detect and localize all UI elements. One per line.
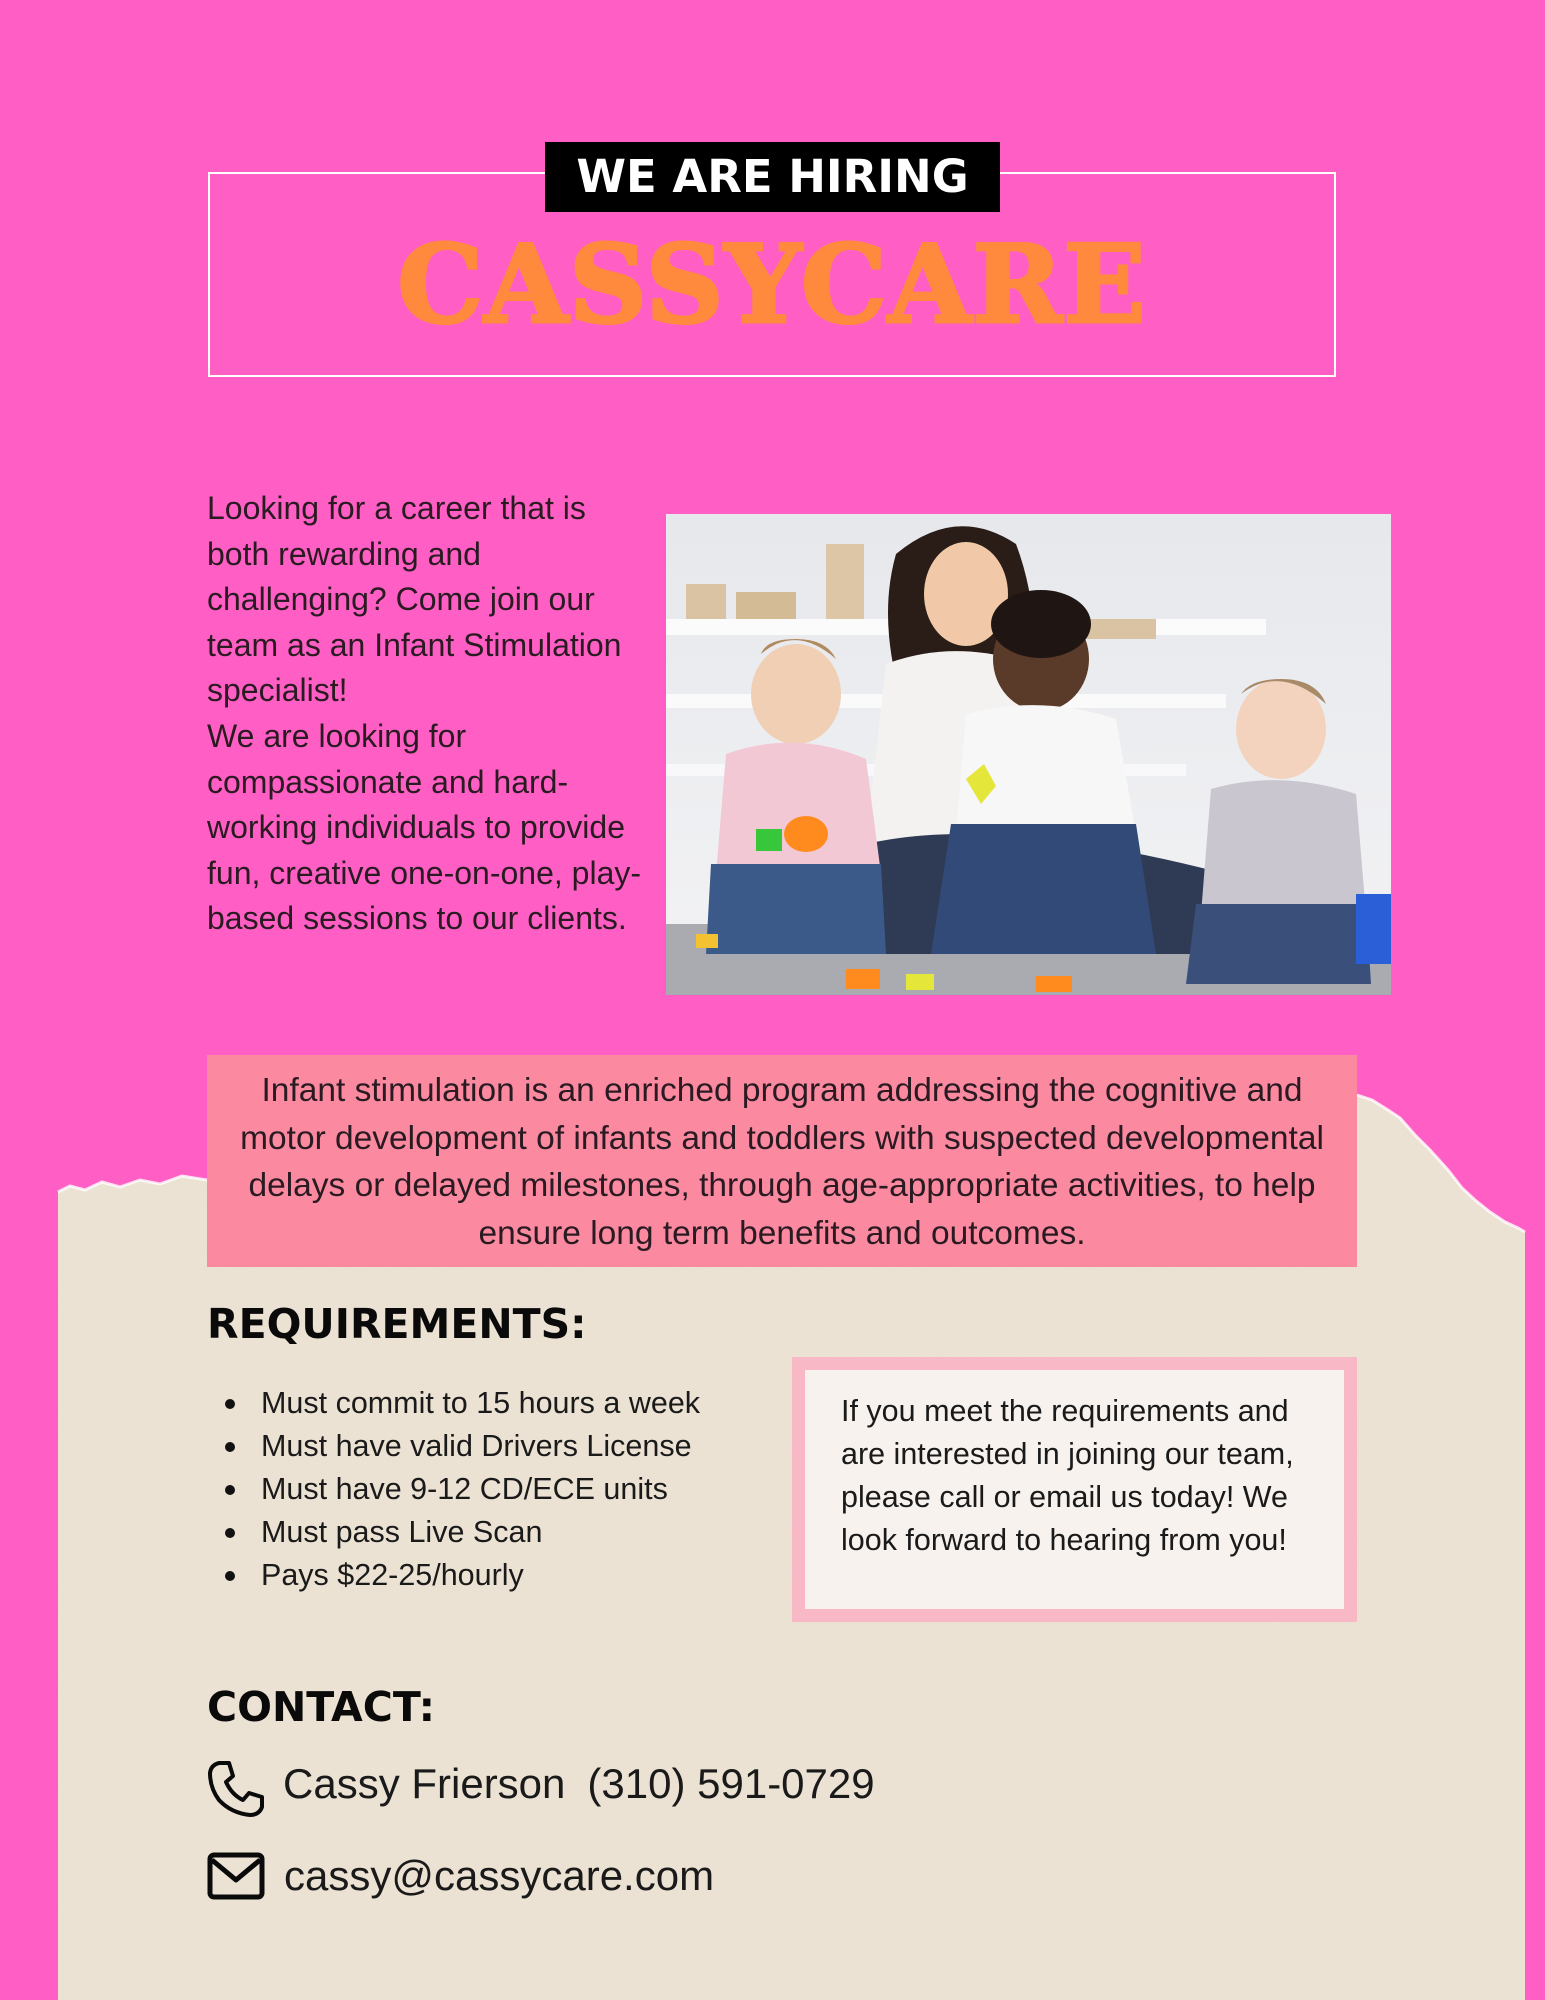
intro-paragraph-2: We are looking for compassionate and hard-working individuals to provide fun, creative one-on-one, play-based sessions to our clients.: [207, 717, 642, 937]
bullet-icon: [225, 1442, 235, 1452]
hiring-banner: WE ARE HIRING: [545, 142, 1000, 212]
envelope-icon: [207, 1852, 265, 1900]
bullet-icon: [225, 1485, 235, 1495]
list-item: [207, 1382, 727, 1425]
requirements-heading: REQUIREMENTS:: [207, 1300, 587, 1348]
phone-icon: [207, 1760, 265, 1818]
requirement-text: Must have 9-12 CD/ECE units: [261, 1472, 668, 1506]
requirement-text: Must commit to 15 hours a week: [261, 1386, 701, 1420]
bullet-icon: [225, 1528, 235, 1538]
bullet-icon: [225, 1571, 235, 1581]
contact-name: Cassy Frierson: [283, 1760, 566, 1807]
program-description: Infant stimulation is an enriched program addressing the cognitive and motor development of infants and toddlers with suspected developmental delays or delayed milestones, through age-appropriate activities, to help ensure long term benefits and outcomes.: [207, 1055, 1357, 1267]
call-to-action-box: If you meet the requirements and are interested in joining our team, please call or email us today! We look forward to hearing from you!: [792, 1357, 1357, 1622]
requirements-list: [207, 1382, 727, 1597]
intro-paragraph-1: Looking for a career that is both rewarding and challenging? Come join our team as an Infant Stimulation specialist!: [207, 490, 622, 709]
email-link[interactable]: cassy@cassycare.com: [284, 1852, 715, 1899]
requirement-text: Must have valid Drivers License: [261, 1429, 692, 1463]
contact-heading: CONTACT:: [207, 1683, 435, 1731]
bullet-icon: [225, 1399, 235, 1409]
list-item: [207, 1425, 727, 1468]
list-item: [207, 1468, 727, 1511]
requirement-text: Must pass Live Scan: [261, 1515, 543, 1549]
list-item: [207, 1511, 727, 1554]
requirement-text: Pays $22-25/hourly: [261, 1558, 524, 1592]
caregiver-with-toddlers-photo: [666, 514, 1391, 995]
brand-title: CASSYCARE: [397, 222, 1147, 348]
phone-number-link[interactable]: (310) 591-0729: [587, 1760, 875, 1807]
intro-text: [207, 486, 647, 942]
list-item: [207, 1554, 727, 1597]
phone-contact-line[interactable]: [283, 1756, 875, 1812]
